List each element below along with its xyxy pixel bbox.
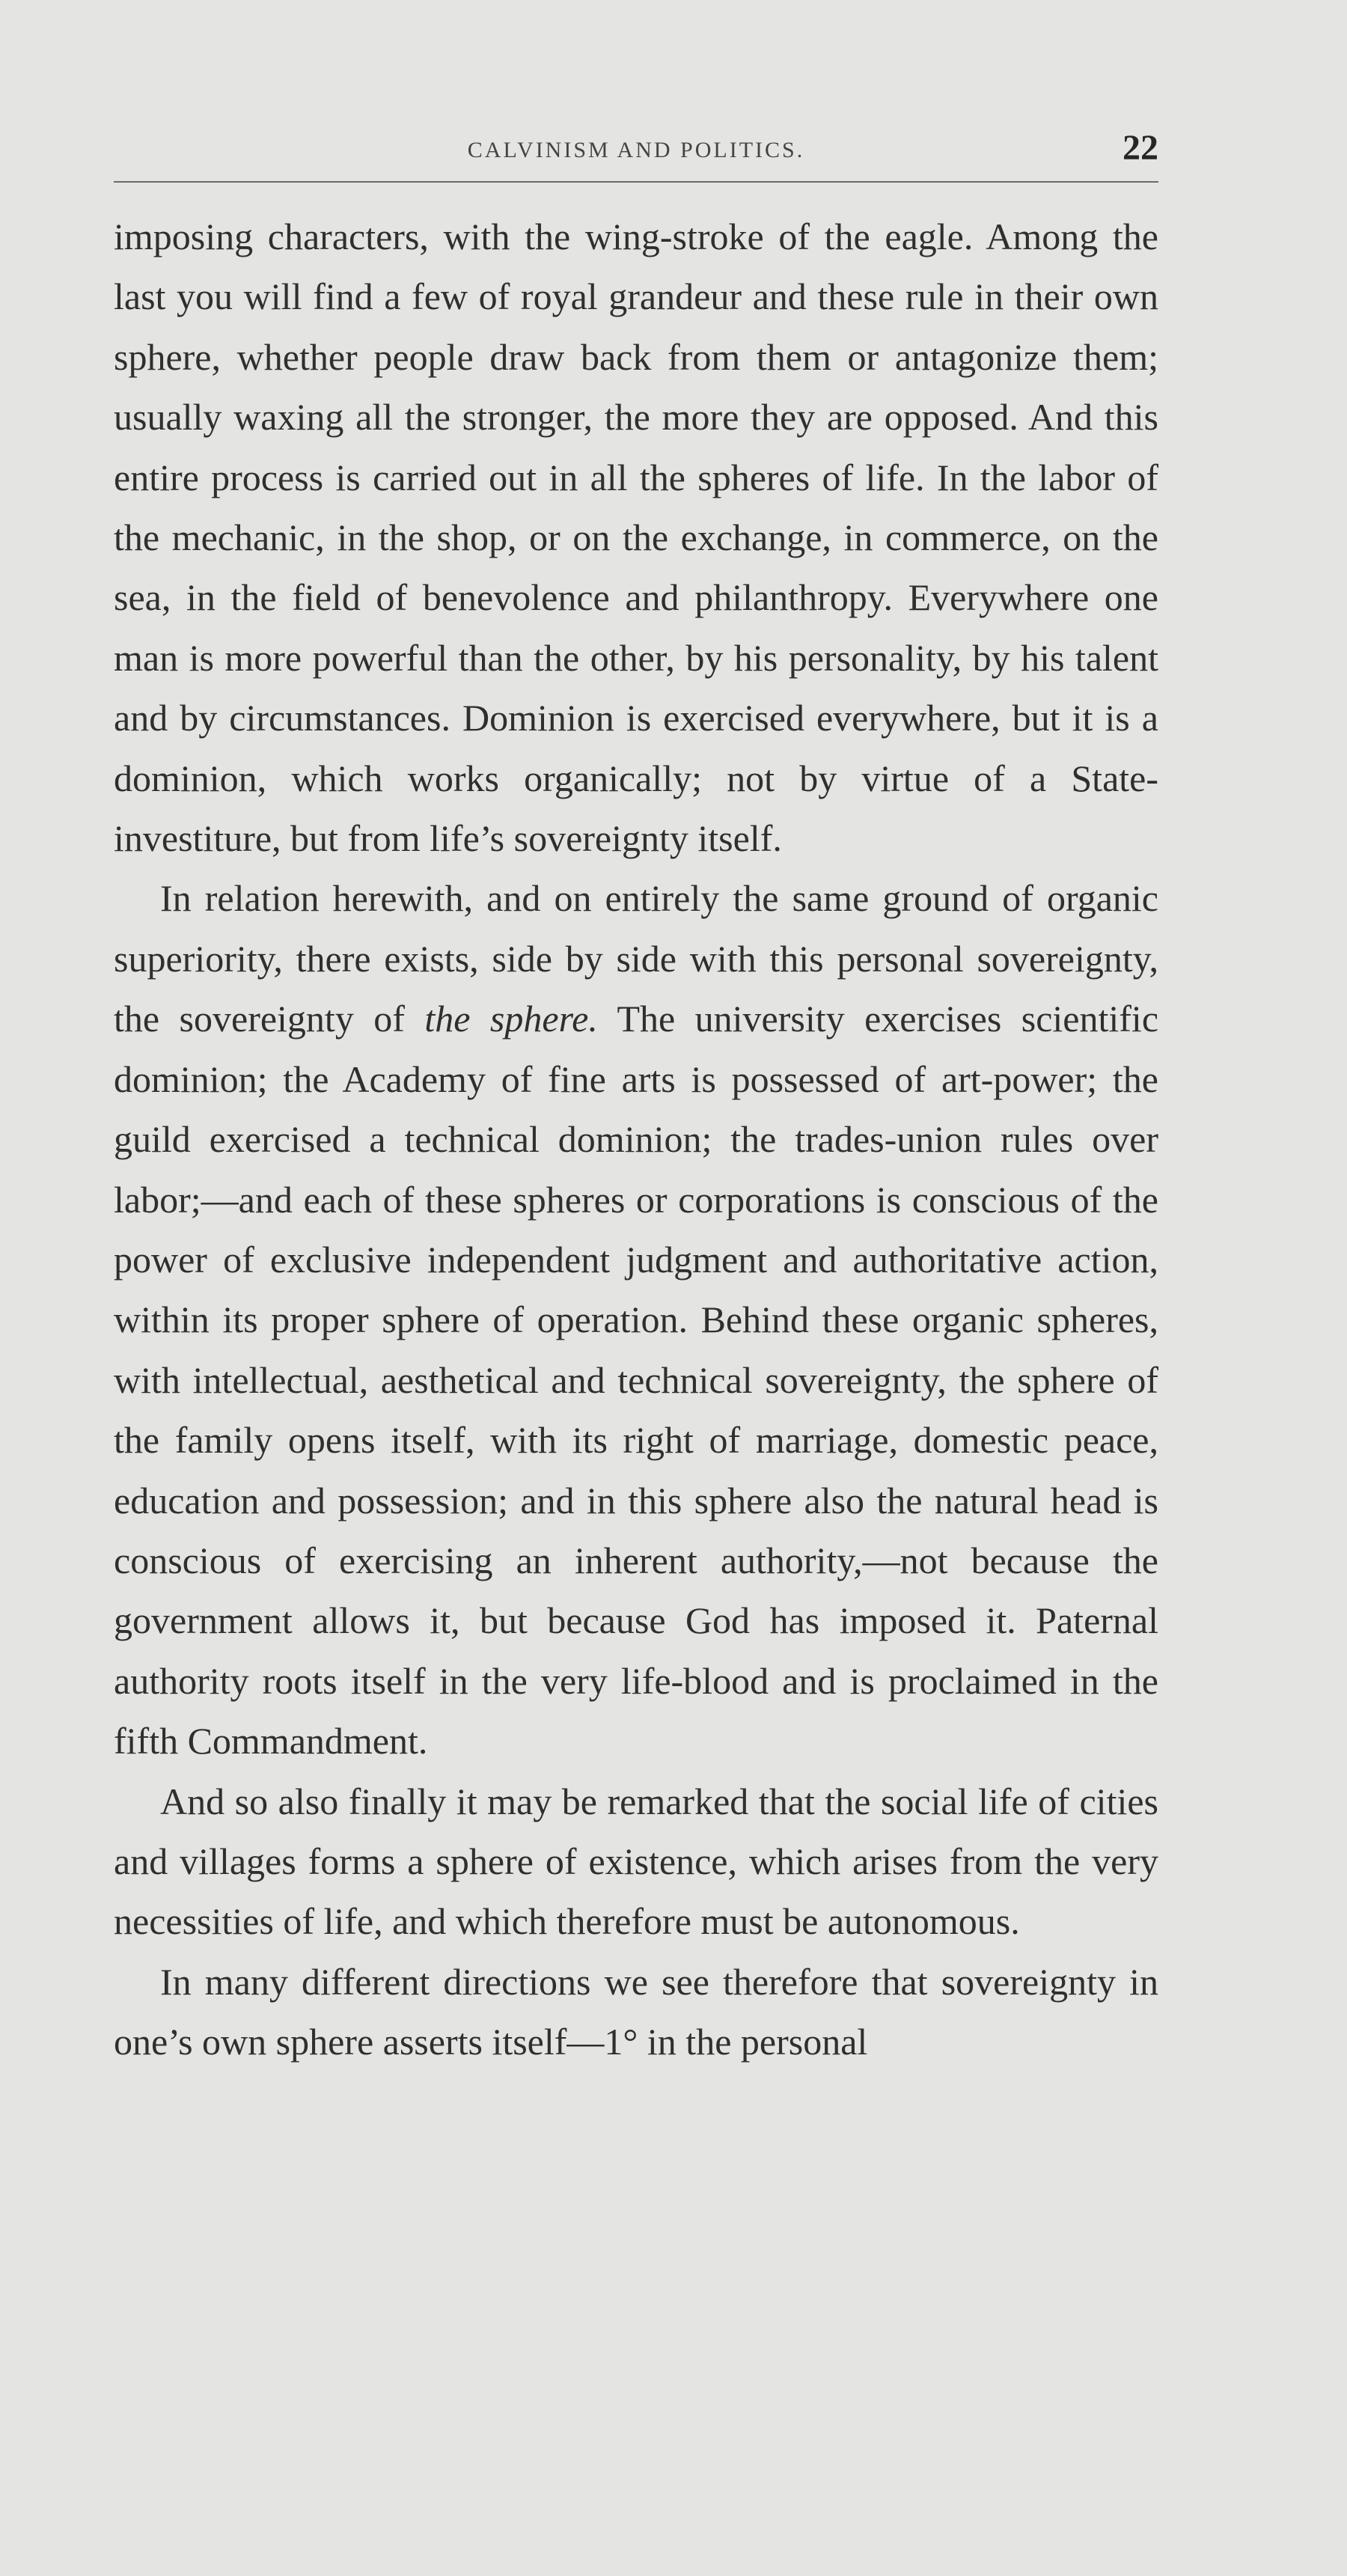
emphasized-phrase: the sphere. — [424, 998, 598, 1040]
running-title: CALVINISM AND POLITICS. — [467, 138, 805, 162]
paragraph-3: And so also finally it may be remarked that the social life of cities and villages forms a sphere of existence, which arises from the very necessities of life, and which therefore must be autonomous. — [114, 1780, 1158, 1943]
paragraph-2-end: The university exercises scientific dominion; the Academy of fine arts is possessed of art-power; the guild exercised a technical dominion; the trades-union rules over labor;—and each of these spheres or corporations is conscious of the power of exclusive independent judgment and authoritative action, within its proper sphere of operation. Behind these organic spheres, with intellectual, aesthetical and technical sovereignty, the sphere of the family opens itself, with its right of marriage, domestic peace, education and possession; and in this sphere also the natural head is conscious of exercising an inherent authority,—not because the government allows it, but because God has imposed it. Paternal authority roots itself in the very life-blood and is proclaimed in the fifth Commandment. — [114, 998, 1159, 1762]
body-text — [114, 207, 1158, 2072]
paragraph-4: In many different directions we see therefore that sovereignty in one’s own sphere asserts itself—1° in the personal — [114, 1960, 1158, 2063]
paragraph-1: imposing characters, with the wing-stroke of the eagle. Among the last you will find a few of royal grandeur and these rule in their own sphere, whether people draw back from them or antagonize them; usually waxing all the stronger, the more they are opposed. And this entire process is carried out in all the spheres of life. In the labor of the mechanic, in the shop, or on the exchange, in commerce, on the sea, in the field of benevolence and philanthropy. Everywhere one man is more powerful than the other, by his personality, by his talent and by circumstances. Dominion is exercised everywhere, but it is a dominion, which works organically; not by virtue of a State-investiture, but from life’s sovereignty itself. — [114, 216, 1158, 860]
paragraph-2 — [114, 868, 1158, 1771]
page-number: 22 — [1122, 128, 1158, 168]
header-rule — [114, 181, 1158, 183]
running-head — [114, 128, 1158, 171]
paragraph-2-start: In relation herewith, and on entirely the same ground of organic superiority, there exists, side by side with this personal sovereignty, the sovereignty of — [114, 877, 1158, 1040]
